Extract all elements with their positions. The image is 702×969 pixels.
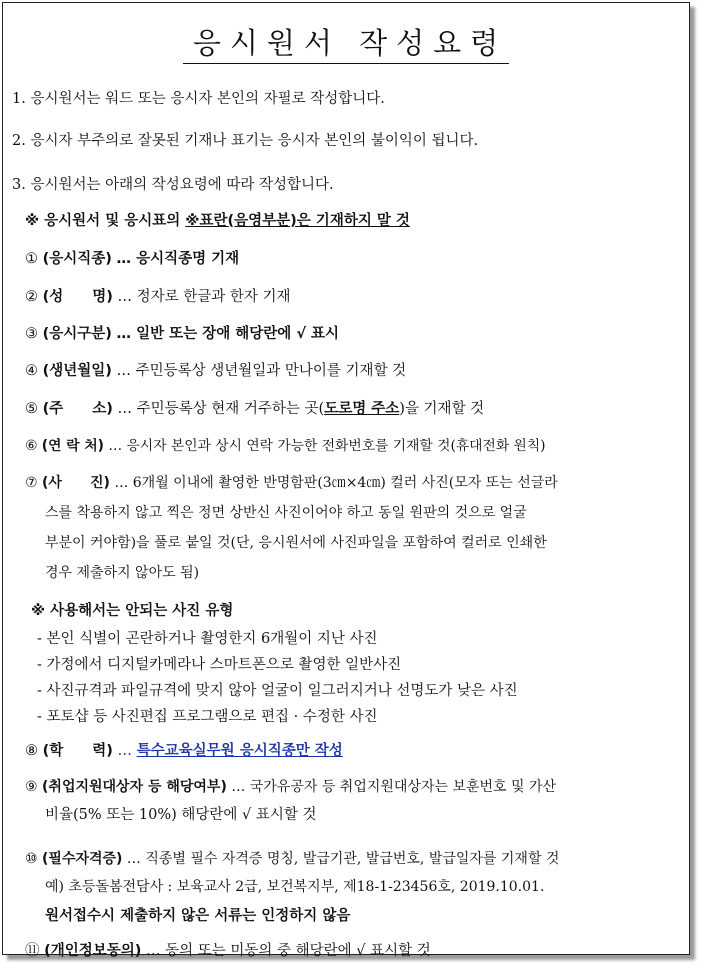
page-title: 응시원서 작성요령 [3,21,689,62]
item-11: ⑪ (개인정보동의) … 동의 또는 미동의 중 해당란에 √ 표시할 것 [25,943,431,959]
item-1: ① (응시직종) … 응시직종명 기재 [25,251,240,267]
photo-warning-heading: ※ 사용해서는 안되는 사진 유형 [31,603,234,619]
item-7-line-3: 부분이 커야함)을 풀로 붙일 것(단, 응시원서에 사진파일을 포함하여 컬러로 인쇄한 [45,535,547,551]
intro-line-1: 1. 응시원서는 워드 또는 응시자 본인의 자필로 작성합니다. [12,91,385,107]
item-9-line-2: 비율(5% 또는 10%) 해당란에 √ 표시할 것 [45,807,317,823]
item-10-line-2: 예) 초등돌봄전담사 : 보육교사 2급, 보건복지부, 제18-1-23456호, 2019.10.01. [45,879,545,895]
item-10-line-3: 원서접수시 제출하지 않은 서류는 인정하지 않음 [45,908,351,924]
item-2: ② (성 명) … 정자로 한글과 한자 기재 [25,289,291,305]
item-10: ⑩ (필수자격증) … 직종별 필수 자격증 명칭, 발급기관, 발급번호, 발급일자를 기재할 것 [25,851,560,867]
photo-warning-bullet-2: - 가정에서 디지털카메라나 스마트폰으로 촬영한 일반사진 [37,657,402,673]
road-address-emphasis: 도로명 주소 [324,401,400,417]
notice-emphasis: ※표란(음영부분)은 기재하지 말 것 [185,213,410,229]
intro-line-2: 2. 응시자 부주의로 잘못된 기재나 표기는 응시자 본인의 불이익이 됩니다. [12,133,479,149]
document-page [2,2,690,959]
item-7: ⑦ (사 진) … 6개월 이내에 촬영한 반명함판(3㎝×4㎝) 컬러 사진(모자 또는 선글라 [25,475,558,491]
notice-line: ※ 응시원서 및 응시표의 ※표란(음영부분)은 기재하지 말 것 [25,213,410,229]
education-emphasis: 특수교육실무원 응시직종만 작성 [136,743,343,759]
item-4: ④ (생년월일) … 주민등록상 생년월일과 만나이를 기재할 것 [25,363,407,379]
photo-warning-bullet-3: - 사진규격과 파일규격에 맞지 않아 얼굴이 일그러지거나 선명도가 낮은 사진 [37,683,518,699]
intro-line-3: 3. 응시원서는 아래의 작성요령에 따라 작성합니다. [12,177,334,193]
item-3: ③ (응시구분) … 일반 또는 장애 해당란에 √ 표시 [25,326,340,342]
item-8: ⑧ (학 력) … 특수교육실무원 응시직종만 작성 [25,743,343,759]
photo-warning-bullet-1: - 본인 식별이 곤란하거나 촬영한지 6개월이 지난 사진 [37,631,378,647]
item-7-line-4: 경우 제출하지 않아도 됨) [45,565,200,581]
item-6: ⑥ (연 락 처) … 응시자 본인과 상시 연락 가능한 전화번호를 기재할 것(휴대전화 원칙) [25,438,546,454]
item-9: ⑨ (취업지원대상자 등 해당여부) … 국가유공자 등 취업지원대상자는 보훈번호 및 가산 [25,779,557,795]
item-7-line-2: 스를 착용하지 않고 찍은 정면 상반신 사진이어야 하고 동일 원판의 것으로 얼굴 [45,505,527,521]
item-5: ⑤ (주 소) … 주민등록상 현재 거주하는 곳(도로명 주소)을 기재할 것 [25,401,485,417]
photo-warning-bullet-4: - 포토샵 등 사진편집 프로그램으로 편집 · 수정한 사진 [37,709,378,725]
